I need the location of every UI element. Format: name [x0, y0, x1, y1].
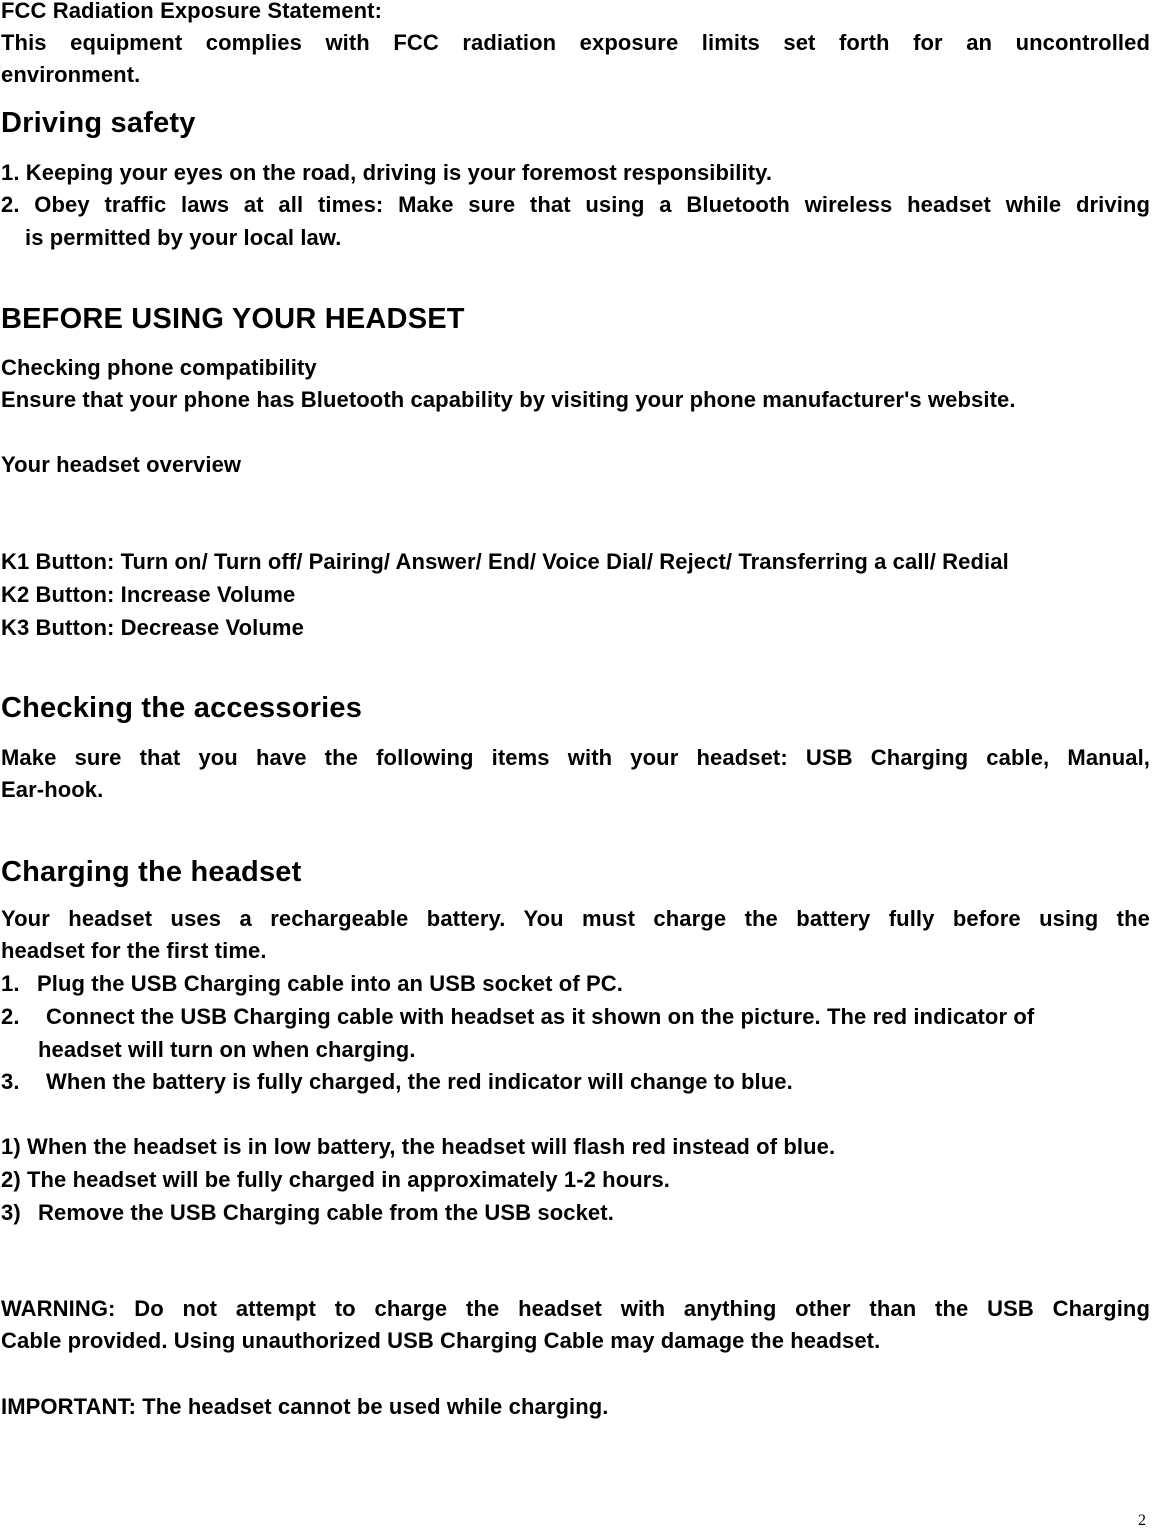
accessories-text-line-2: Ear-hook.	[1, 777, 104, 802]
step-text: Plug the USB Charging cable into an USB socket of PC.	[37, 971, 623, 996]
important-note: IMPORTANT: The headset cannot be used while charging.	[1, 1394, 609, 1419]
compatibility-text: Ensure that your phone has Bluetooth capability by visiting your phone manufacturer's website.	[1, 387, 1016, 412]
charging-step-2-line-2: headset will turn on when charging.	[38, 1037, 416, 1062]
warning-line-1: WARNING: Do not attempt to charge the headset with anything other than the USB Charging	[1, 1296, 1150, 1321]
charging-note-1: 1) When the headset is in low battery, the headset will flash red instead of blue.	[1, 1134, 836, 1159]
charging-intro-line-1: Your headset uses a rechargeable battery. You must charge the battery fully before using the	[1, 906, 1150, 931]
step-text: Connect the USB Charging cable with headset as it shown on the picture. The red indicator of	[46, 1004, 1035, 1029]
charging-intro-line-2: headset for the first time.	[1, 938, 267, 963]
k3-button-description: K3 Button: Decrease Volume	[1, 615, 304, 640]
step-number: 1.	[1, 971, 20, 996]
fcc-text-line-2: environment.	[1, 62, 141, 87]
note-text: Remove the USB Charging cable from the USB socket.	[38, 1200, 614, 1225]
driving-item-1: 1. Keeping your eyes on the road, driving is your foremost responsibility.	[1, 160, 773, 185]
fcc-title: FCC Radiation Exposure Statement:	[1, 0, 383, 23]
accessories-text-line-1: Make sure that you have the following items with your headset: USB Charging cable, Manual,	[1, 745, 1150, 770]
note-number: 3)	[1, 1200, 21, 1225]
compatibility-title: Checking phone compatibility	[1, 355, 317, 380]
step-number: 3.	[1, 1069, 20, 1094]
charging-heading: Charging the headset	[1, 856, 302, 888]
step-number: 2.	[1, 1004, 20, 1029]
k1-button-description: K1 Button: Turn on/ Turn off/ Pairing/ Answer/ End/ Voice Dial/ Reject/ Transferring a call/ Redial	[1, 549, 1009, 574]
fcc-text-line-1: This equipment complies with FCC radiation exposure limits set forth for an uncontrolled	[1, 30, 1150, 55]
headset-overview-title: Your headset overview	[1, 452, 242, 477]
step-text: When the battery is fully charged, the red indicator will change to blue.	[46, 1069, 793, 1094]
driving-safety-heading: Driving safety	[1, 107, 196, 139]
warning-line-2: Cable provided. Using unauthorized USB Charging Cable may damage the headset.	[1, 1328, 881, 1353]
before-using-heading: BEFORE USING YOUR HEADSET	[1, 303, 465, 335]
driving-item-2-line-1: 2. Obey traffic laws at all times: Make sure that using a Bluetooth wireless headset while driving	[1, 192, 1150, 217]
driving-item-2-line-2: is permitted by your local law.	[25, 225, 342, 250]
accessories-heading: Checking the accessories	[1, 692, 363, 724]
page-number: 2	[1138, 1512, 1146, 1529]
k2-button-description: K2 Button: Increase Volume	[1, 582, 296, 607]
charging-note-2: 2) The headset will be fully charged in approximately 1-2 hours.	[1, 1167, 671, 1192]
